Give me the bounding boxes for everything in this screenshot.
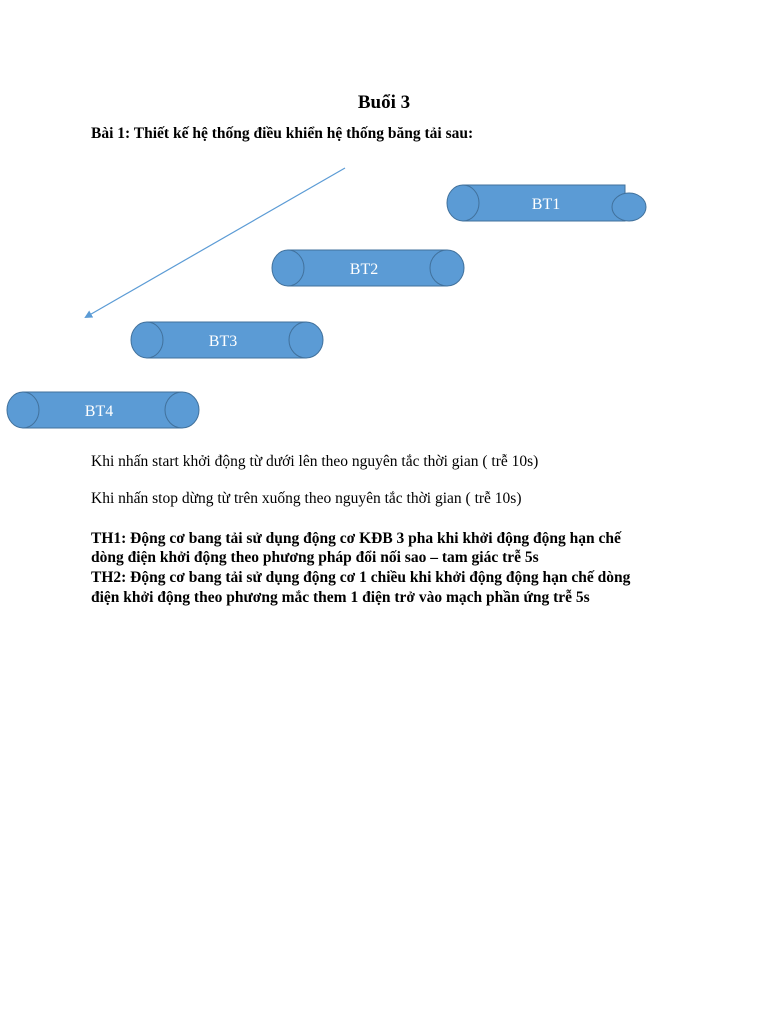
page-title: Buổi 3 bbox=[357, 92, 411, 113]
belt-label-bt4: BT4 bbox=[84, 403, 114, 420]
case2-line1: TH2: Động cơ bang tải sử dụng động cơ 1 chiều khi khởi động động hạn chế dòng bbox=[91, 569, 631, 586]
conveyor-belt-bt3 bbox=[131, 322, 323, 358]
case1-line2: dòng điện khởi động theo phương pháp đổi nối sao – tam giác trễ 5s bbox=[91, 549, 539, 566]
exercise-heading: Bài 1: Thiết kế hệ thống điều khiển hệ thống băng tải sau: bbox=[91, 125, 474, 142]
stop-rule-text: Khi nhấn stop dừng từ trên xuống theo nguyên tắc thời gian ( trễ 10s) bbox=[91, 490, 522, 507]
conveyor-belt-bt2 bbox=[272, 250, 464, 286]
belt-label-bt2: BT2 bbox=[349, 261, 379, 278]
direction-arrow bbox=[86, 168, 345, 317]
belt-label-bt1: BT1 bbox=[531, 196, 561, 213]
conveyor-diagram bbox=[0, 0, 768, 440]
belt-label-bt3: BT3 bbox=[208, 333, 238, 350]
case2-line2: điện khởi động theo phương mắc them 1 điện trở vào mạch phần ứng trễ 5s bbox=[91, 589, 590, 606]
start-rule-text: Khi nhấn start khởi động từ dưới lên theo nguyên tắc thời gian ( trễ 10s) bbox=[91, 453, 539, 470]
case1-line1: TH1: Động cơ bang tải sử dụng động cơ KĐB 3 pha khi khởi động động hạn chế bbox=[91, 530, 621, 547]
conveyor-belt-bt4 bbox=[7, 392, 199, 428]
conveyor-belt-bt1 bbox=[447, 185, 646, 221]
